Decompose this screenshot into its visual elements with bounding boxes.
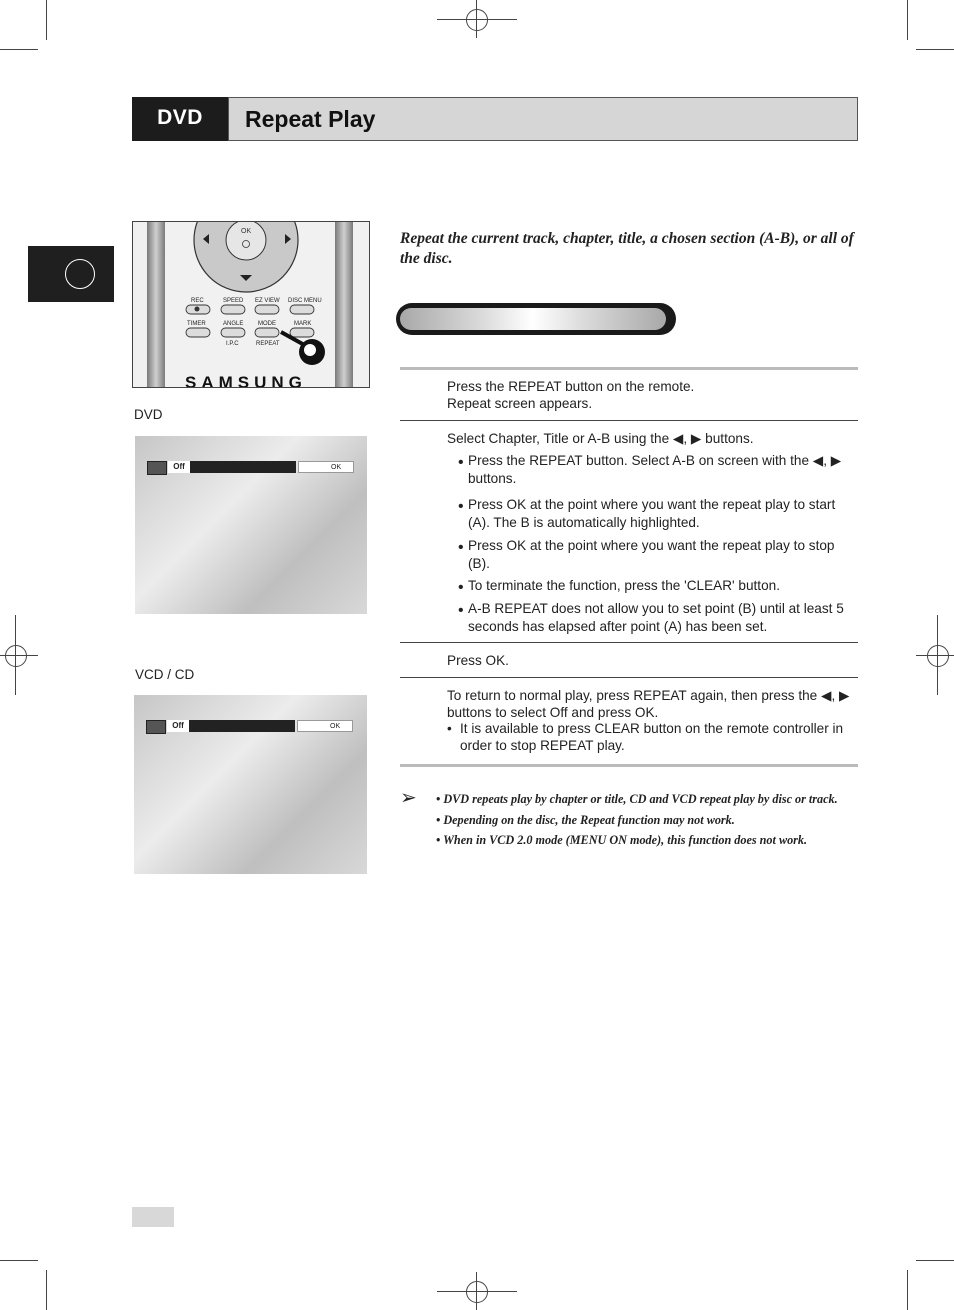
repeat-osd-bar	[147, 461, 354, 473]
side-tab	[28, 246, 114, 302]
crop-mark	[916, 49, 954, 50]
crop-mark	[437, 19, 517, 20]
step-2-bullet-2: • Press OK at the point where you want the repeat play to start (A). The B is automatically highlighted.	[458, 497, 836, 530]
step-4: To return to normal play, press REPEAT again, then press the ◀, ▶ buttons to select Off and press OK.	[447, 688, 850, 720]
page-title: Repeat Play	[245, 106, 376, 132]
repeat-label: REPEAT	[256, 341, 280, 347]
crop-mark	[437, 1291, 517, 1292]
registration-mark	[466, 1281, 488, 1303]
mark-label: MARK	[294, 321, 312, 327]
crop-mark	[476, 0, 477, 38]
repeat-icon	[146, 720, 166, 734]
step-2-bullet-4: • To terminate the function, press the 'CLEAR' button.	[458, 578, 780, 596]
ez-view-label: EZ VIEW	[255, 298, 280, 304]
step-4-bullet-1: • It is available to press CLEAR button on the remote controller in order to stop REPEAT play.	[447, 721, 844, 753]
crop-mark	[916, 1260, 954, 1261]
note-3: • When in VCD 2.0 mode (MENU ON mode), this function does not work.	[436, 833, 808, 847]
step-1-line-2: Repeat screen appears.	[447, 396, 593, 411]
speed-label: SPEED	[223, 298, 244, 304]
osd-off-value: Off	[167, 720, 189, 732]
page-number-box	[132, 1207, 174, 1227]
repeat-osd-bar	[146, 720, 353, 732]
osd-off-value: Off	[168, 461, 190, 473]
mode-label: MODE	[258, 321, 276, 327]
disc-menu-label: DISC MENU	[288, 298, 322, 304]
dvd-repeat-screen	[135, 436, 367, 614]
divider	[400, 677, 858, 678]
crop-mark	[46, 0, 47, 40]
timer-label: TIMER	[187, 321, 206, 327]
crop-mark	[46, 1270, 47, 1310]
osd-bar	[190, 461, 296, 473]
step-2-bullet-3: • Press OK at the point where you want the repeat play to stop (B).	[458, 538, 835, 571]
title-bar	[228, 97, 858, 141]
divider	[400, 420, 858, 421]
section-header	[132, 97, 858, 141]
registration-mark	[5, 645, 27, 667]
ok-button-label: OK	[241, 228, 252, 235]
crop-mark	[916, 655, 954, 656]
brand-logo: SAMSUNG	[185, 373, 307, 388]
divider	[400, 367, 858, 370]
crop-mark	[907, 0, 908, 40]
divider	[400, 764, 858, 767]
step-2-bullet-1: • Press the REPEAT button. Select A-B on screen with the ◀, ▶ buttons.	[458, 453, 842, 486]
vcd-cd-label: VCD / CD	[135, 667, 195, 682]
note-1: • DVD repeats play by chapter or title, CD and VCD repeat play by disc or track.	[436, 792, 838, 806]
angle-label: ANGLE	[223, 321, 244, 327]
note-2: • Depending on the disc, the Repeat function may not work.	[436, 813, 735, 827]
divider	[400, 642, 858, 643]
step-3: Press OK.	[447, 653, 509, 668]
osd-ok-hint: OK	[298, 461, 354, 473]
dvd-label: DVD	[134, 407, 163, 422]
dvd-tag: DVD	[132, 97, 228, 141]
step-1	[447, 378, 857, 412]
step-2: Select Chapter, Title or A-B using the ◀, ▶ buttons.	[447, 431, 754, 446]
repeat-icon	[147, 461, 167, 475]
intro-text: Repeat the current track, chapter, title, a chosen section (A-B), or all of the disc.	[400, 230, 854, 267]
step-1-line-1: Press the REPEAT button on the remote.	[447, 379, 695, 394]
section-pill	[396, 303, 676, 335]
registration-mark	[927, 645, 949, 667]
remote-illustration	[132, 221, 370, 388]
crop-mark	[0, 655, 38, 656]
circle-icon	[65, 259, 95, 289]
crop-mark	[0, 1260, 38, 1261]
crop-mark	[0, 49, 38, 50]
ipc-label: I.P.C	[226, 341, 239, 347]
step-2-bullet-5: • A-B REPEAT does not allow you to set point (B) until at least 5 seconds has elapsed after point (A) has been set.	[458, 601, 844, 634]
registration-mark	[466, 9, 488, 31]
crop-mark	[907, 1270, 908, 1310]
remote-drawing	[133, 222, 369, 387]
crop-mark	[15, 615, 16, 695]
rec-label: REC	[191, 298, 204, 304]
note-arrow-icon: ➢	[400, 787, 417, 809]
crop-mark	[937, 615, 938, 695]
vcd-repeat-screen	[134, 695, 367, 874]
osd-bar	[189, 720, 295, 732]
crop-mark	[476, 1272, 477, 1310]
osd-ok-hint: OK	[297, 720, 353, 732]
